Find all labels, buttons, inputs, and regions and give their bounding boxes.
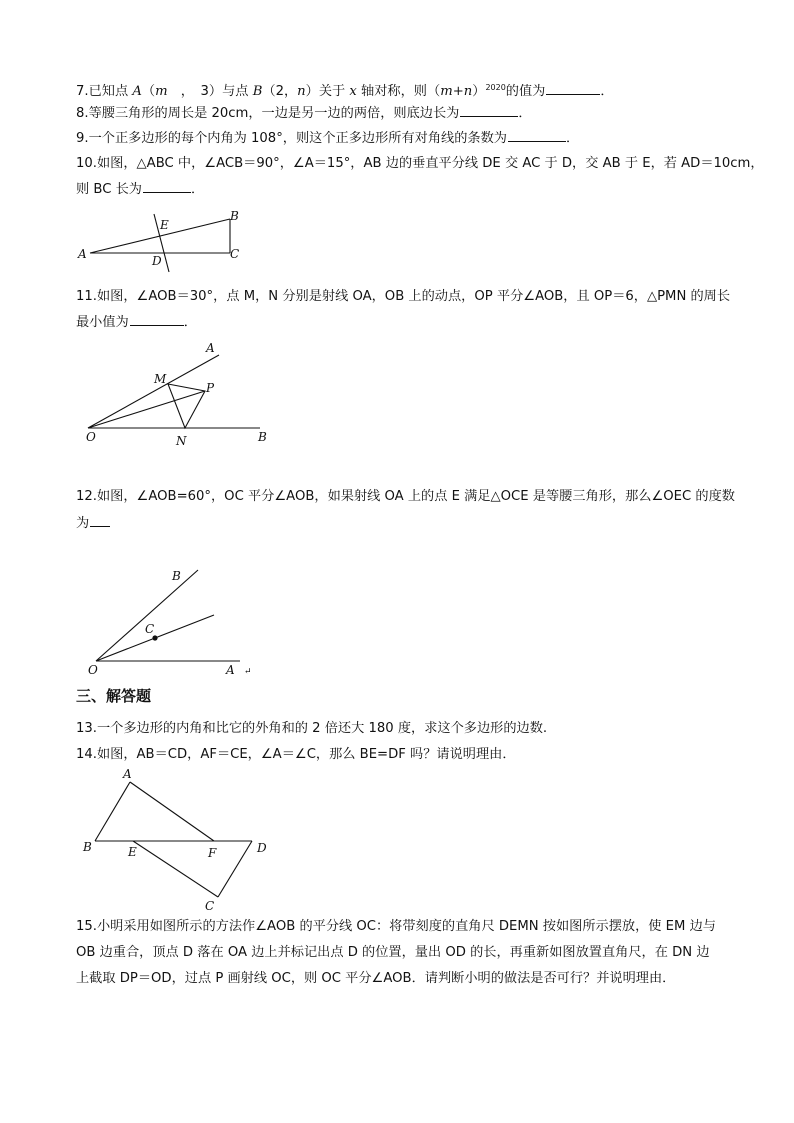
question-10-line-1: 10.如图，△ABC 中，∠ACB＝90°，∠A＝15°，AB 边的垂直平分线 DE 交 AC 于 D，交 AB 于 E，若 AD＝10cm，	[76, 156, 764, 171]
label-o: O	[88, 663, 98, 677]
section-heading: 三、解答题	[76, 687, 152, 705]
question-14: 14.如图，AB＝CD，AF＝CE，∠A＝∠C，那么 BE=DF 吗？请说明理由．	[76, 747, 516, 762]
label-a: A	[226, 663, 235, 677]
question-9: 9.一个正多边形的每个内角为 108°，则这个正多边形所有对角线的条数为 ．	[76, 131, 580, 146]
segment-af	[130, 782, 214, 841]
label-d: D	[152, 254, 162, 268]
label-b: B	[83, 840, 92, 854]
question-15-line-2: OB 边重合，顶点 D 落在 OA 边上并标记出点 D 的位置，量出 OD 的长，再重新如图放置直角尺，在 DN 边	[76, 945, 710, 960]
label-c: C	[230, 247, 240, 261]
label-o: O	[86, 430, 96, 444]
question-15-line-3: 上截取 DP＝OD，过点 P 画射线 OC，则 OC 平分∠AOB．请判断小明的做法是否可行？并说明理由．	[76, 971, 676, 986]
label-e: E	[160, 218, 169, 232]
label-p: P	[206, 381, 215, 395]
question-11-line-1: 11.如图，∠AOB＝30°，点 M，N 分别是射线 OA，OB 上的动点，OP 平分∠AOB，且 OP＝6，△PMN 的周长	[76, 289, 731, 304]
label-n: N	[176, 434, 187, 448]
question-12-line-2: 为	[76, 514, 110, 533]
label-f: F	[208, 846, 217, 860]
label-d: D	[257, 841, 267, 855]
question-11-line-2: 最小值为 ．	[76, 315, 197, 330]
segment-ce	[133, 841, 218, 897]
label-a: A	[123, 767, 132, 781]
question-13: 13.一个多边形的内角和比它的外角和的 2 倍还大 180 度，求这个多边形的边数.	[76, 721, 548, 736]
question-15-line-1: 15.小明采用如图所示的方法作∠AOB 的平分线 OC：将带刻度的直角尺 DEMN 按如图所示摆放，使 EM 边与	[76, 919, 716, 934]
segment-dc	[218, 841, 252, 897]
label-a: A	[206, 341, 215, 355]
segment-ab	[95, 782, 130, 841]
label-a: A	[78, 247, 87, 261]
label-b: B	[258, 430, 267, 444]
label-c: C	[205, 899, 215, 913]
label-m: M	[154, 372, 167, 386]
question-8: 8.等腰三角形的周长是 20cm，一边是另一边的两倍，则底边长为 ．	[76, 106, 532, 121]
label-b: B	[172, 569, 181, 583]
question-7: 7.已知点 A（m ， 3）与点 B（2，n）关于 x 轴对称，则$(m+n)^{2020}$的值为 ．	[76, 83, 614, 99]
question-10-line-2: 则 BC 长为 ．	[76, 182, 205, 197]
label-e: E	[128, 845, 137, 859]
label-b: B	[230, 209, 239, 223]
question-12-line-1: 12.如图，∠AOB=60°，OC 平分∠AOB，如果射线 OA 上的点 E 满足△OCE 是等腰三角形，那么∠OEC 的度数	[76, 489, 735, 504]
label-c: C	[145, 622, 155, 636]
paragraph-mark: ↵	[244, 667, 252, 677]
